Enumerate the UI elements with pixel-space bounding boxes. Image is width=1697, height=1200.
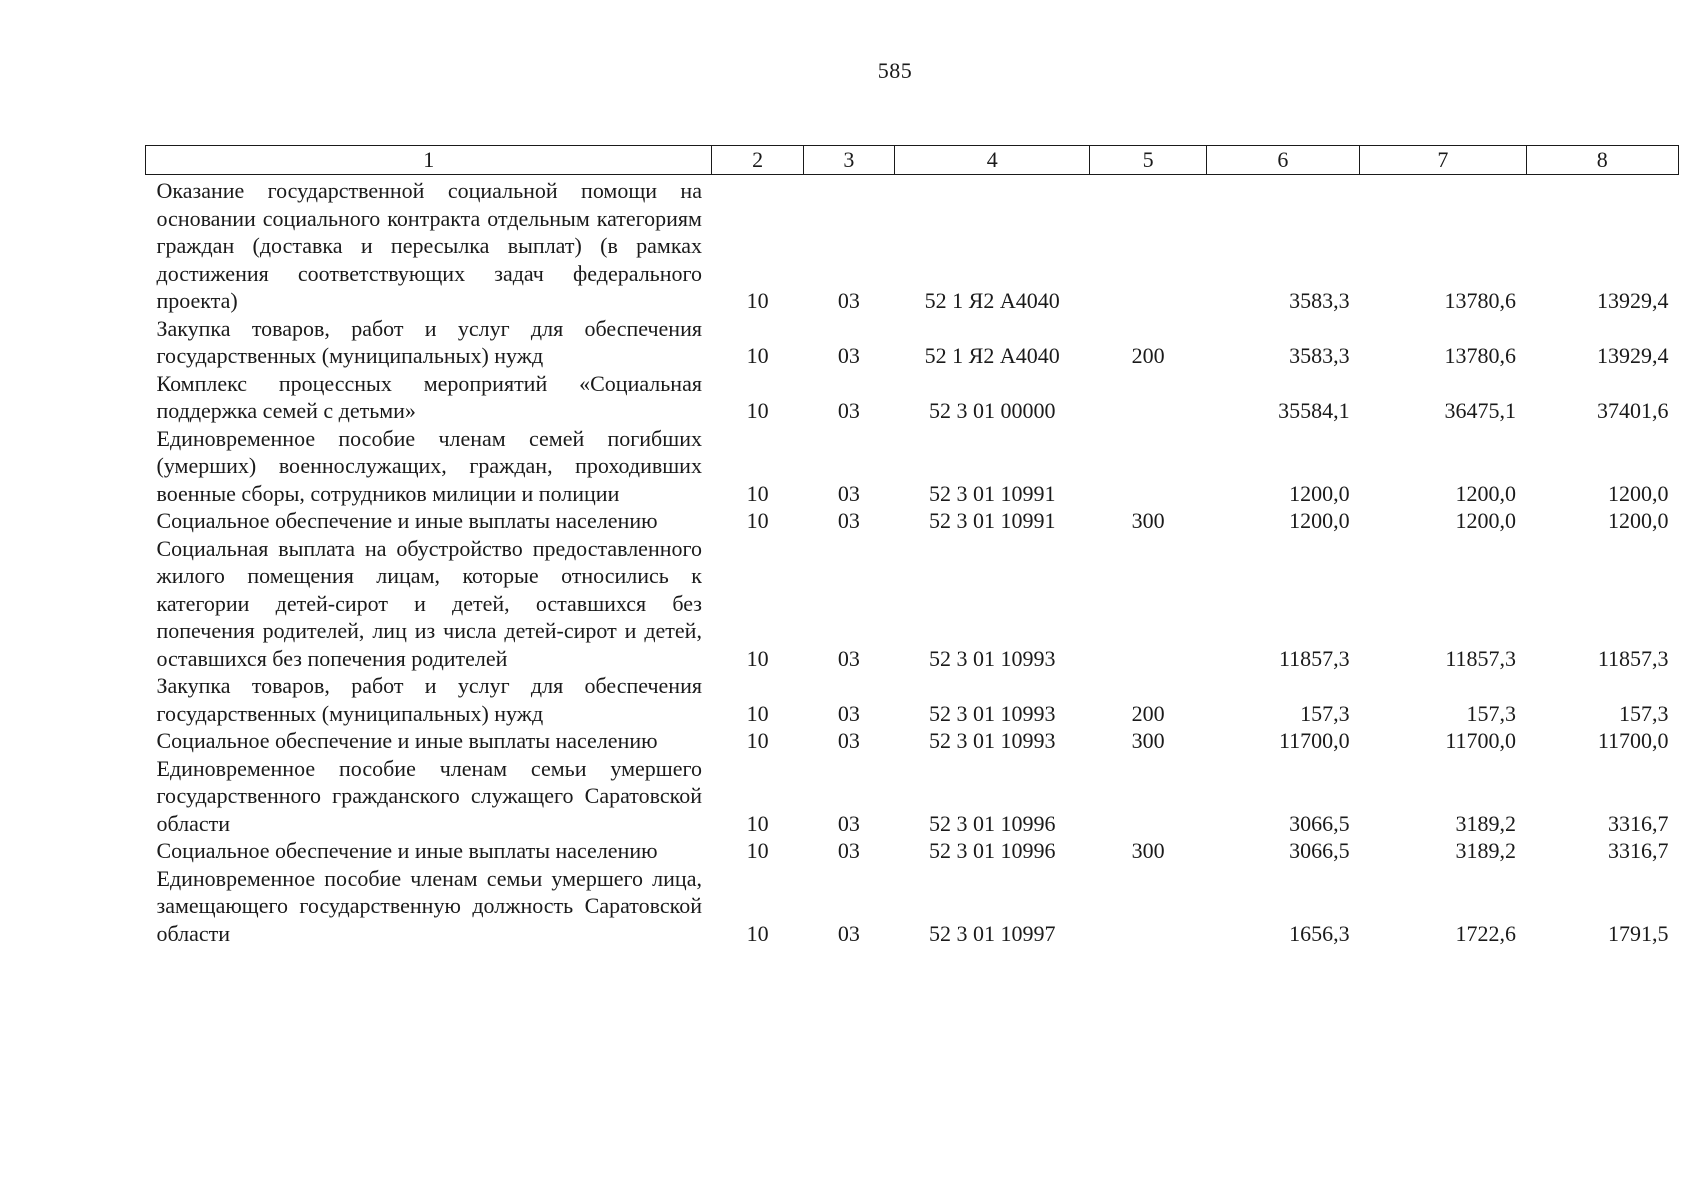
row-section: 10: [746, 700, 769, 726]
row-amount-year-3: 37401,6: [1597, 398, 1669, 423]
column-header-5: 5: [1090, 146, 1206, 175]
row-target-article: 52 3 01 10996: [928, 810, 1056, 836]
row-amount-year-1: 1200,0: [1289, 480, 1350, 506]
row-expense-type: [1090, 755, 1206, 838]
table-row: [146, 425, 1679, 508]
row-amount-year-3: 13929,4: [1597, 288, 1669, 313]
row-name: Социальное обеспечение и иные выплаты населению: [156, 508, 658, 533]
row-amount-year-3: 3316,7: [1608, 810, 1669, 836]
table-row: [146, 727, 1679, 755]
row-amount-year-2: 11700,0: [1445, 728, 1517, 753]
row-amount-year-3: 157,3: [1619, 700, 1669, 726]
row-expense-type: [1090, 175, 1206, 315]
row-target-article: 52 3 01 10993: [928, 728, 1056, 753]
row-subsection: 03: [837, 810, 860, 836]
row-subsection: 03: [837, 838, 860, 863]
table-row: [146, 370, 1679, 425]
row-amount-year-3: 1200,0: [1608, 508, 1669, 533]
column-header-4: 4: [894, 146, 1090, 175]
column-header-7: 7: [1360, 146, 1526, 175]
column-header-6: 6: [1206, 146, 1359, 175]
row-expense-type: [1090, 535, 1206, 673]
row-target-article: 52 3 01 10993: [928, 700, 1056, 726]
row-subsection: 03: [837, 920, 860, 946]
row-subsection: 03: [837, 645, 860, 671]
row-section: 10: [746, 838, 769, 863]
row-name: Единовременное пособие членам семей погибших (умерших) военнослужащих, граждан, проходивших военные сборы, сотрудников милиции и полиции: [156, 425, 702, 506]
row-name: Социальная выплата на обустройство предоставленного жилого помещения лицам, которые относились к категории детей-сирот и детей, оставшихся без попечения родителей, лиц из числа детей-сирот и детей, оставшихся без попечения родителей: [156, 535, 702, 671]
row-amount-year-2: 1200,0: [1455, 480, 1517, 506]
row-amount-year-2: 13780,6: [1444, 343, 1517, 368]
row-name: Закупка товаров, работ и услуг для обеспечения государственных (муниципальных) нужд: [156, 673, 702, 726]
row-target-article: 52 1 Я2 А4040: [924, 343, 1060, 368]
row-amount-year-2: 1722,6: [1455, 920, 1517, 946]
row-name: Социальное обеспечение и иные выплаты населению: [156, 728, 658, 753]
row-amount-year-1: 3583,3: [1289, 343, 1350, 368]
row-expense-type: [1090, 370, 1206, 425]
row-amount-year-1: 3066,5: [1289, 838, 1350, 863]
row-target-article: 52 1 Я2 А4040: [924, 288, 1060, 313]
row-amount-year-1: 11857,3: [1278, 645, 1350, 671]
row-name: Закупка товаров, работ и услуг для обеспечения государственных (муниципальных) нужд: [156, 315, 702, 368]
row-amount-year-2: 3189,2: [1455, 838, 1517, 863]
row-target-article: 52 3 01 10997: [928, 920, 1056, 946]
column-header-2: 2: [712, 146, 803, 175]
row-section: 10: [746, 343, 769, 368]
row-subsection: 03: [837, 480, 860, 506]
row-amount-year-2: 36475,1: [1444, 398, 1517, 423]
row-section: 10: [746, 810, 769, 836]
row-section: 10: [746, 645, 769, 671]
table-row: [146, 175, 1679, 315]
table-row: [146, 755, 1679, 838]
row-amount-year-3: 1791,5: [1608, 920, 1669, 946]
row-amount-year-3: 1200,0: [1608, 480, 1669, 506]
table-row: [146, 507, 1679, 535]
row-name: Социальное обеспечение и иные выплаты населению: [156, 838, 658, 863]
row-amount-year-3: 3316,7: [1608, 838, 1669, 863]
column-header-3: 3: [803, 146, 894, 175]
row-section: 10: [746, 398, 769, 423]
row-target-article: 52 3 01 10996: [928, 838, 1056, 863]
row-section: 10: [746, 920, 769, 946]
row-amount-year-1: 157,3: [1300, 700, 1350, 726]
row-amount-year-1: 1200,0: [1289, 508, 1350, 533]
row-amount-year-1: 3066,5: [1289, 810, 1350, 836]
row-target-article: 52 3 01 10991: [928, 508, 1056, 533]
column-header-1: 1: [146, 146, 712, 175]
row-amount-year-2: 3189,2: [1455, 810, 1517, 836]
budget-table: [145, 145, 1679, 947]
row-section: 10: [746, 728, 769, 753]
row-expense-type: 200: [1131, 343, 1165, 368]
column-number-header-row: [146, 146, 1679, 175]
row-subsection: 03: [837, 398, 860, 423]
row-subsection: 03: [837, 700, 860, 726]
row-section: 10: [746, 480, 769, 506]
row-amount-year-2: 1200,0: [1455, 508, 1517, 533]
row-amount-year-3: 13929,4: [1597, 343, 1669, 368]
row-target-article: 52 3 01 00000: [928, 398, 1056, 423]
row-expense-type: [1090, 865, 1206, 948]
row-amount-year-1: 1656,3: [1289, 920, 1350, 946]
table-row: [146, 837, 1679, 865]
row-expense-type: 200: [1131, 700, 1165, 726]
row-name: Единовременное пособие членам семьи умершего государственного гражданского служащего Саратовской области: [156, 755, 702, 836]
row-subsection: 03: [837, 343, 860, 368]
table-row: [146, 535, 1679, 673]
row-target-article: 52 3 01 10993: [928, 645, 1056, 671]
row-amount-year-2: 11857,3: [1445, 645, 1517, 671]
row-section: 10: [746, 508, 769, 533]
table-row: [146, 672, 1679, 727]
table-row: [146, 315, 1679, 370]
row-amount-year-1: 11700,0: [1278, 728, 1350, 753]
row-amount-year-1: 35584,1: [1278, 398, 1350, 423]
row-name: Оказание государственной социальной помощи на основании социального контракта отдельным категориям граждан (доставка и пересылка выплат) (в рамках достижения соответствующих задач федерального проекта): [156, 178, 702, 313]
row-expense-type: 300: [1131, 728, 1165, 753]
row-target-article: 52 3 01 10991: [928, 480, 1056, 506]
row-name: Единовременное пособие членам семьи умершего лица, замещающего государственную должность Саратовской области: [156, 865, 702, 946]
row-expense-type: 300: [1131, 508, 1165, 533]
row-amount-year-2: 13780,6: [1444, 288, 1517, 313]
column-header-8: 8: [1526, 146, 1678, 175]
row-amount-year-1: 3583,3: [1289, 288, 1350, 313]
row-amount-year-2: 157,3: [1466, 700, 1517, 726]
row-subsection: 03: [837, 728, 860, 753]
row-expense-type: [1090, 425, 1206, 508]
page-number: 585: [877, 58, 913, 83]
row-subsection: 03: [837, 288, 860, 313]
table-row: [146, 865, 1679, 948]
row-amount-year-3: 11857,3: [1597, 645, 1669, 671]
row-section: 10: [746, 288, 769, 313]
row-name: Комплекс процессных мероприятий «Социальная поддержка семей с детьми»: [156, 370, 702, 423]
row-amount-year-3: 11700,0: [1597, 728, 1669, 753]
row-expense-type: 300: [1131, 838, 1165, 863]
row-subsection: 03: [837, 508, 860, 533]
